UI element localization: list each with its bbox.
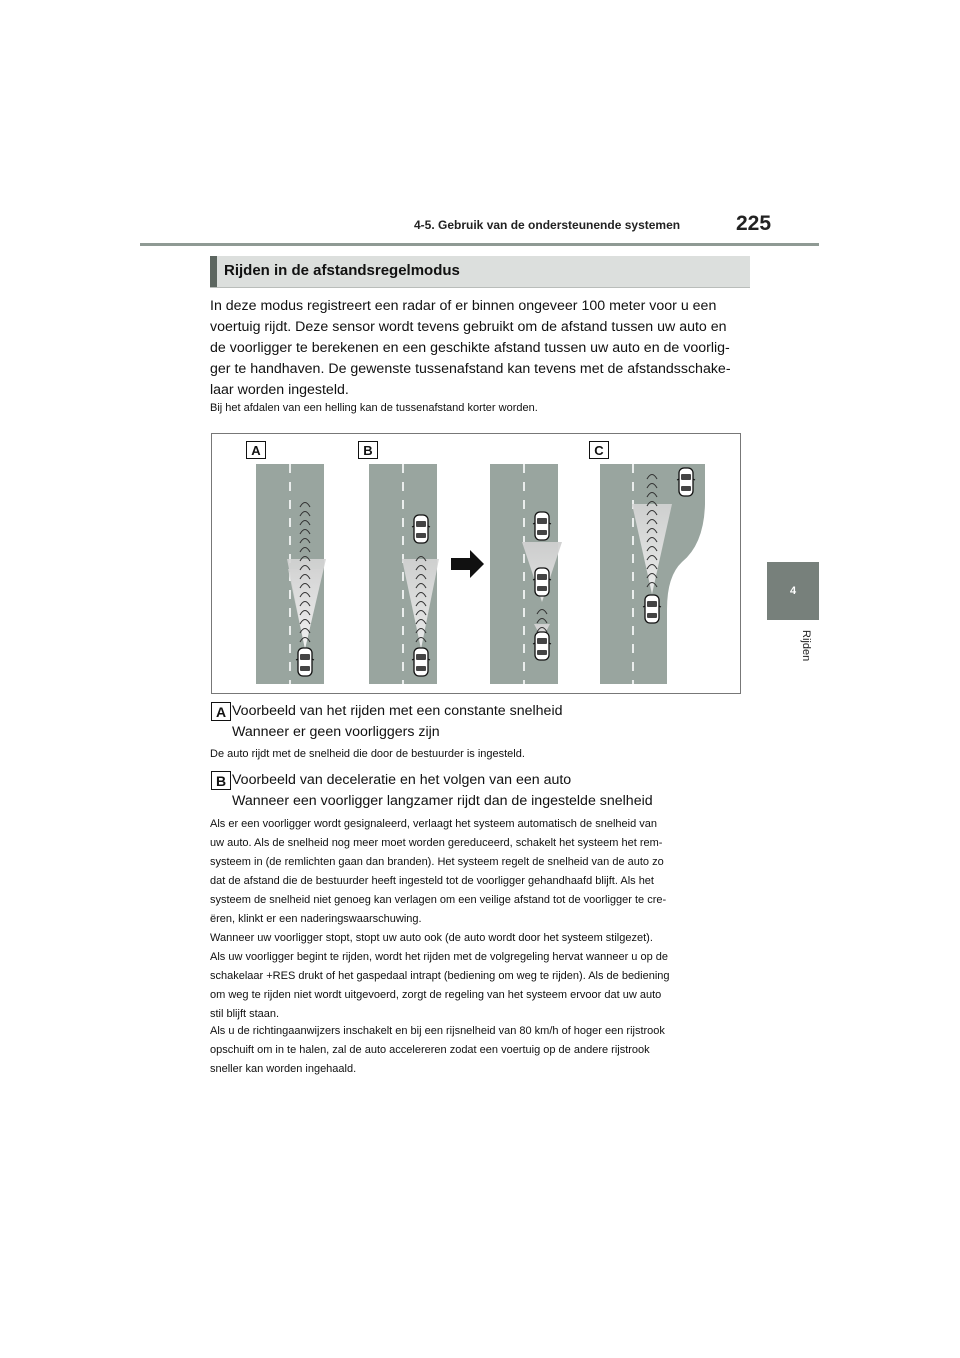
figure-label-c: C bbox=[589, 441, 609, 459]
radar-diagram bbox=[211, 433, 741, 694]
text-line: Als er een voorligger wordt gesignaleerd, verlaagt het systeem automatisch de snelheid van bbox=[210, 818, 657, 830]
figure-label-a: A bbox=[246, 441, 266, 459]
intro-line: laar worden ingesteld. bbox=[210, 382, 349, 398]
text-line: sneller kan worden ingehaald. bbox=[210, 1063, 357, 1075]
radar-diagram-art bbox=[212, 434, 740, 693]
section-title: Rijden in de afstandsregelmodus bbox=[224, 262, 460, 279]
item-b-paragraph-2 bbox=[210, 929, 750, 1024]
text-line: stil blijft staan. bbox=[210, 1008, 280, 1020]
intro-paragraph bbox=[210, 296, 746, 401]
text-line: Als u de richtingaanwijzers inschakelt en bij een rijsnelheid van 80 km/h of hoger een rijstrook bbox=[210, 1025, 665, 1037]
note-text: Bij het afdalen van een helling kan de tussenafstand korter worden. bbox=[210, 402, 538, 414]
item-a-subtitle: Wanneer er geen voorliggers zijn bbox=[232, 724, 440, 740]
item-label-b: B bbox=[211, 771, 231, 790]
text-line: systeem de snelheid niet genoeg kan verlagen om een veilige afstand tot de voorligger te cre- bbox=[210, 894, 667, 906]
item-a-text: De auto rijdt met de snelheid die door de bestuurder is ingesteld. bbox=[210, 748, 525, 760]
text-line: om weg te rijden niet wordt uitgevoerd, zorgt de regeling van het systeem ervoor dat uw auto bbox=[210, 989, 662, 1001]
section-banner bbox=[210, 256, 750, 288]
item-b-title: Voorbeeld van deceleratie en het volgen van een auto bbox=[232, 772, 572, 788]
intro-line: ger te handhaven. De gewenste tussenafstand kan tevens met de afstandsschake- bbox=[210, 361, 731, 377]
intro-line: voertuig rijdt. Deze sensor wordt tevens gebruikt om de afstand tussen uw auto en bbox=[210, 319, 727, 335]
text-line: dat de afstand die de bestuurder heeft ingesteld tot de voorligger gehandhaafd blijft. Als het bbox=[210, 875, 654, 887]
arrow-right-icon bbox=[451, 550, 484, 578]
text-line: systeem in (de remlichten gaan dan branden). Het systeem regelt de snelheid van de auto zo bbox=[210, 856, 664, 868]
header-rule bbox=[140, 243, 819, 246]
chapter-label: Rijden bbox=[800, 630, 812, 662]
text-line: Als uw voorligger begint te rijden, wordt het rijden met de volgregeling hervat wanneer u op de bbox=[210, 951, 668, 963]
figure-label-b: B bbox=[358, 441, 378, 459]
text-line: uw auto. Als de snelheid nog meer moet worden gereduceerd, schakelt het systeem het rem- bbox=[210, 837, 663, 849]
text-line: opschuift om in te halen, zal de auto accelereren zodat een voertuig op de andere rijstrook bbox=[210, 1044, 650, 1056]
item-label-a: A bbox=[211, 702, 231, 721]
text-line: ëren, klinkt er een naderingswaarschuwing. bbox=[210, 913, 422, 925]
chapter-tab[interactable]: 4 bbox=[767, 562, 819, 620]
item-b-paragraph-1 bbox=[210, 815, 750, 929]
item-b-subtitle: Wanneer een voorligger langzamer rijdt dan de ingestelde snelheid bbox=[232, 793, 653, 809]
item-a-title: Voorbeeld van het rijden met een constante snelheid bbox=[232, 703, 563, 719]
text-line: schakelaar +RES drukt of het gaspedaal intrapt (bediening om weg te rijden). Als de bediening bbox=[210, 970, 670, 982]
section-banner-bar bbox=[210, 256, 217, 287]
header-section-title: 4-5. Gebruik van de ondersteunende systemen bbox=[414, 218, 681, 232]
intro-line: de voorligger te berekenen en een geschikte afstand tussen uw auto en de voorlig- bbox=[210, 340, 730, 356]
page-number: 225 bbox=[736, 212, 772, 235]
intro-line: In deze modus registreert een radar of er binnen ongeveer 100 meter voor u een bbox=[210, 298, 717, 314]
text-line: Wanneer uw voorligger stopt, stopt uw auto ook (de auto wordt door het systeem stilgezet). bbox=[210, 932, 653, 944]
item-b-paragraph-3 bbox=[210, 1022, 750, 1079]
